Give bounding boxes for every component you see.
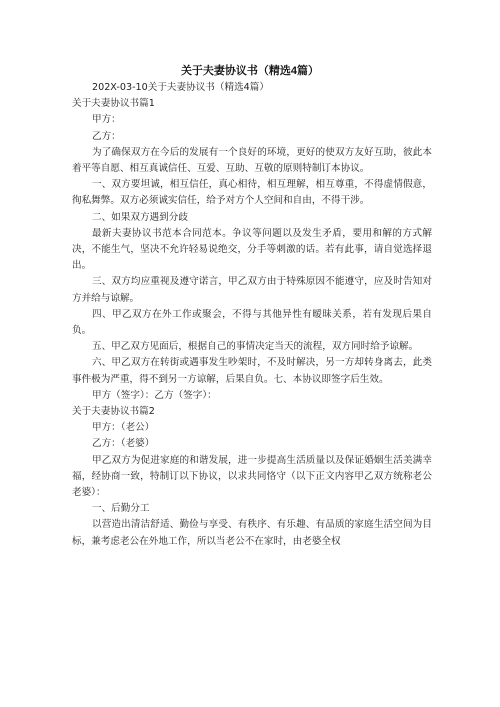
paragraph: 乙方：: [92, 130, 121, 142]
paragraph: 二、如果双方遇到分歧: [92, 211, 188, 223]
paragraph: 五、甲乙双方见面后，根据自己的事情决定当天的流程，双方同时给予谅解。: [92, 341, 419, 353]
paragraph: 四、甲乙双方在外工作或聚会，不得与其他异性有暧昧关系，若有发现后果自负。: [72, 308, 432, 337]
paragraph: 乙方：（老婆）: [92, 438, 155, 450]
paragraph: 六、甲乙双方在转街或遇事发生吵架时，不及时解决，另一方却转身离去，此类事件极为严重，得不到另一方谅解，后果自负。七、本协议即签字后生效。: [72, 357, 432, 385]
paragraph: 甲方：: [92, 114, 121, 126]
paragraph: 以营造出清洁舒适、勤俭与享受、有秩序、有乐趣、有品质的家庭生活空间为目标，兼考虑老公在外地工作，所以当老公不在家时，由老婆全权: [72, 519, 432, 547]
paragraph: 一、后勤分工: [92, 503, 150, 515]
paragraph: 甲乙双方为促进家庭的和谐发展，进一步提高生活质量以及保证婚姻生活美满幸福，经协商一致，特制订以下协议，以求共同恪守（以下正文内容甲乙双方统称老公老婆）：: [72, 454, 432, 499]
document-body: [72, 80, 432, 550]
paragraph: 甲方：（老公）: [92, 422, 155, 434]
paragraph: 关于夫妻协议书篇2: [72, 406, 155, 418]
paragraph: 关于夫妻协议书篇1: [72, 98, 155, 110]
paragraph: 一、双方要坦诚，相互信任，真心相待，相互理解，相互尊重，不得虚情假意，徇私舞弊。双方必须诚实信任，给予对方个人空间和自由，不得干涉。: [72, 179, 432, 207]
document-title: 关于夫妻协议书（精选4篇）: [180, 65, 320, 77]
paragraph: 三、双方均应重视及遵守诺言，甲乙双方由于特殊原因不能遵守，应及时告知对方并给与谅解。: [72, 276, 432, 304]
paragraph: 202X-03-10关于夫妻协议书（精选4篇）: [92, 82, 269, 93]
paragraph: 甲方（签字）：乙方（签字）：: [92, 389, 217, 401]
paragraph: 为了确保双方在今后的发展有一个良好的环境，更好的使双方友好互助，彼此本着平等自愿、相互真诚信任、互爱、互助、互敬的原则特制订本协议。: [72, 146, 432, 175]
paragraph: 最新夫妻协议书范本合同范本。争议等问题以及发生矛盾，要用和解的方式解决，不能生气，坚决不允许轻易说绝交，分手等刺激的话。若有此事，请自觉选择退出。: [72, 227, 432, 272]
